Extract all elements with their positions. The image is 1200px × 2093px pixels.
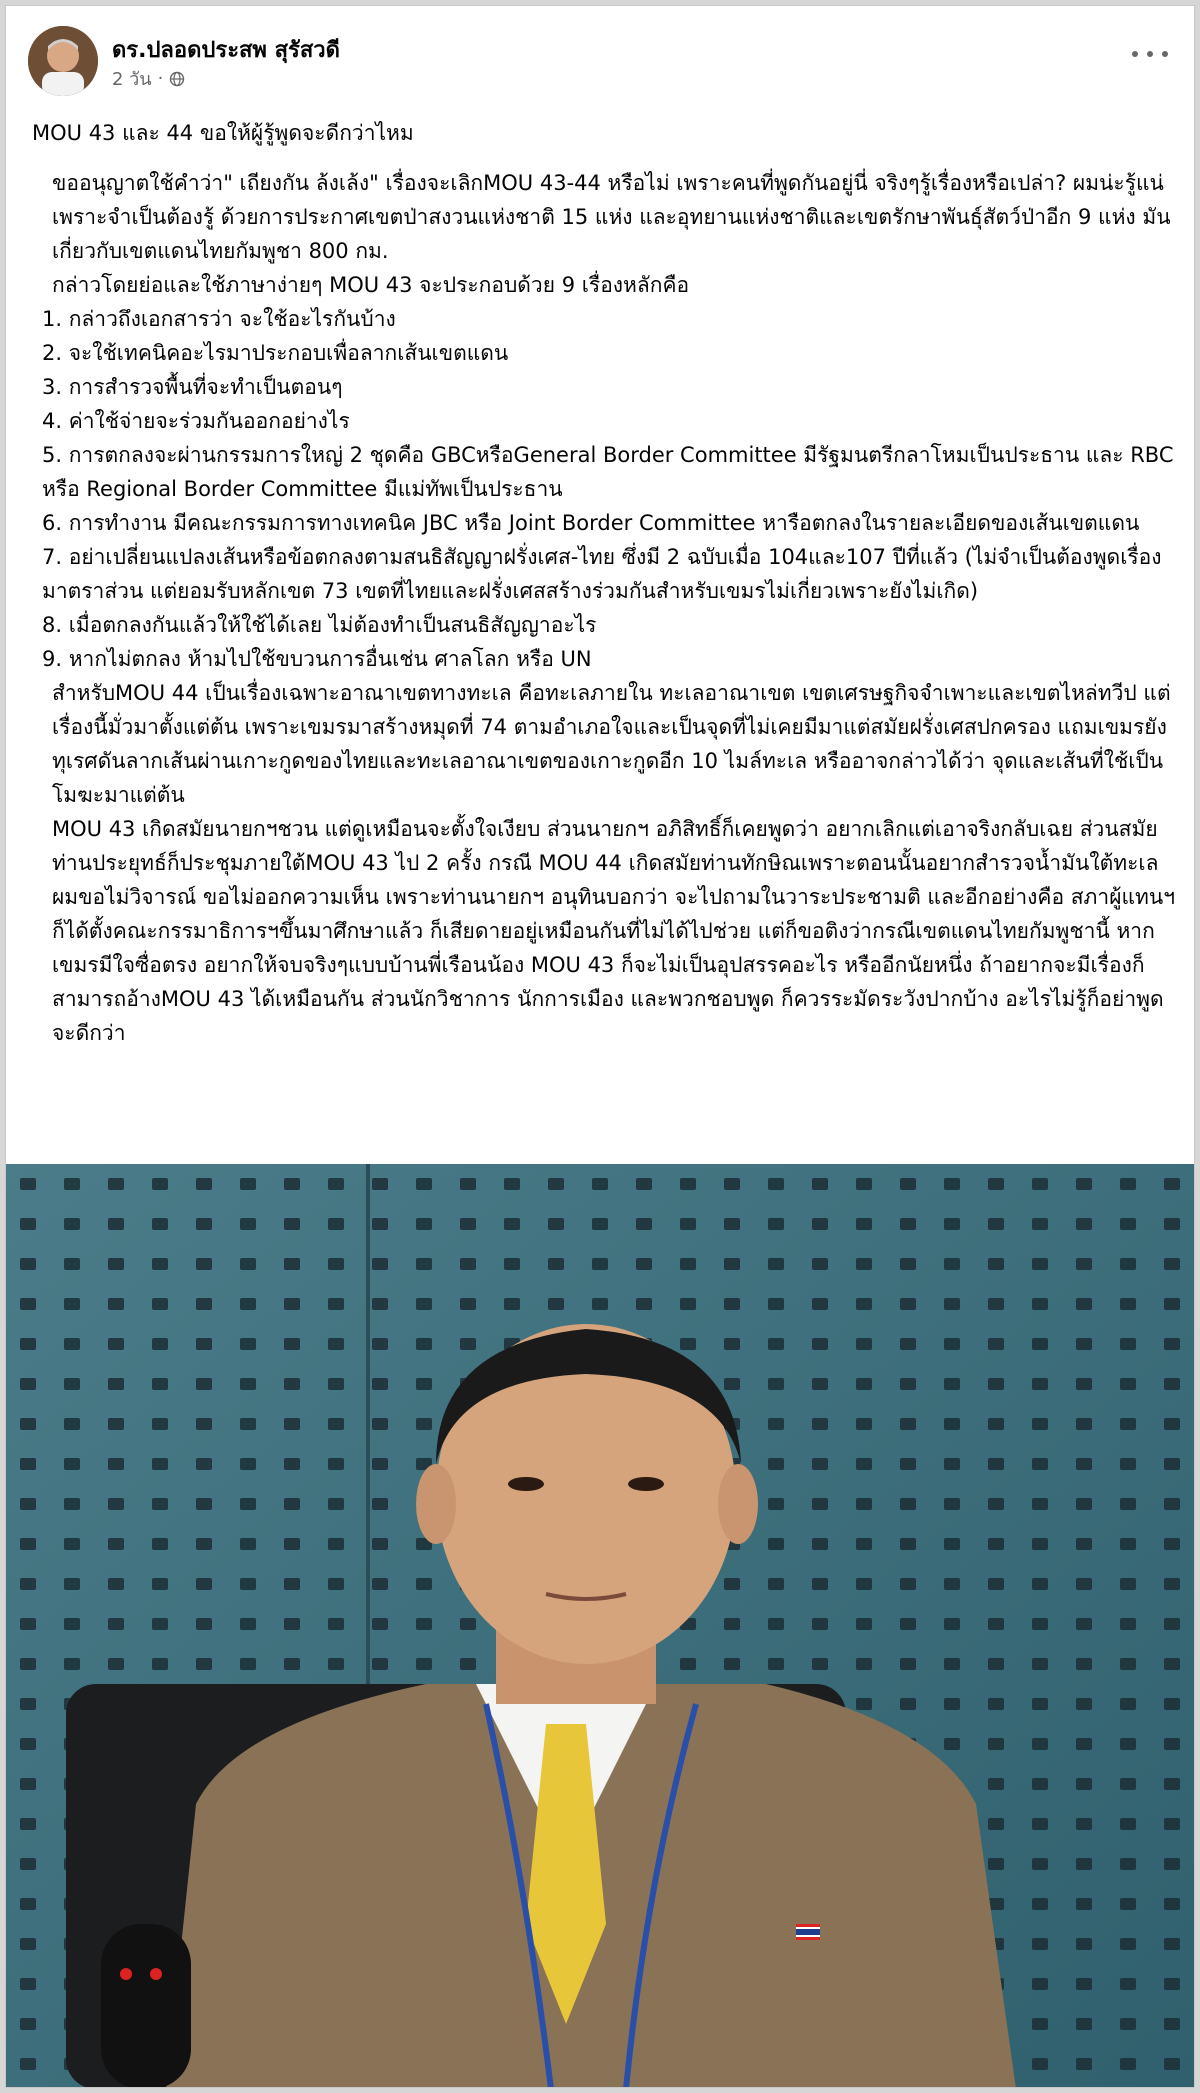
paragraph: กล่าวโดยย่อและใช้ภาษาง่ายๆ MOU 43 จะประกอบด้วย 9 เรื่องหลักคือ <box>52 273 690 297</box>
list-item: 9. หากไม่ตกลง ห้ามไปใช้ขบวนการอื่นเช่น ศาลโลก หรือ UN <box>42 647 592 671</box>
list-item: 3. การสำรวจพื้นที่จะทำเป็นตอนๆ <box>42 375 343 399</box>
author-name[interactable]: ดร.ปลอดประสพ สุรัสวดี <box>112 38 340 63</box>
paragraph: ผมขอไม่วิจารณ์ ขอไม่ออกความเห็น เพราะท่านนายกฯ อนุทินบอกว่า จะไปถามในวาระประชามติ และอีกอย่างคือ สภาผู้แทนฯก็ได้ตั้งคณะกรรมาธิการฯขึ้นมาศึกษาแล้ว ก็เสียดายอยู่เหมือนกันที่ไม่ได้ไปช่วย แต่ก็ขอติงว่ากรณีเขตแดนไทยกัมพูชานี้ หากเขมรมีใจซื่อตรง อยากให้จบจริงๆแบบบ้านพี่เรือนน้อง MOU 43 ก็จะไม่เป็นอุปสรรคอะไร หรืออีกนัยหนึ่ง ถ้าอยากจะมีเรื่องก็สามารถอ้างMOU 43 ได้เหมือนกัน ส่วนนักวิชาการ นักการเมือง และพวกชอบพูด ก็ควรระมัดระวังปากบ้าง อะไรไม่รู้ก็อย่าพูดจะดีกว่า <box>52 885 1176 1045</box>
post-photo[interactable] <box>6 1164 1194 2088</box>
post-header <box>6 6 1194 106</box>
paragraph: ขออนุญาตใช้คำว่า" เถียงกัน ล้งเล้ง" เรื่องจะเลิกMOU 43-44 หรือไม่ เพราะคนที่พูดกันอยู่นี่ จริงๆรู้เรื่องหรือเปล่า? ผมน่ะรู้แน่ เพราะจำเป็นต้องรู้ ด้วยการประกาศเขตป่าสงวนแห่งชาติ 15 แห่ง และอุทยานแห่งชาติและเขตรักษาพันธุ์สัตว์ป่าอีก 9 แห่ง มันเกี่ยวกับเขตแดนไทยกัมพูชา 800 กม. <box>52 171 1171 263</box>
paragraph: MOU 43 เกิดสมัยนายกฯชวน แต่ดูเหมือนจะตั้งใจเงียบ ส่วนนายกฯ อภิสิทธิ์ก็เคยพูดว่า อยากเลิกแต่เอาจริงกลับเฉย ส่วนสมัยท่านประยุทธ์ก็ประชุมภายใต้MOU 43 ไป 2 ครั้ง กรณี MOU 44 เกิดสมัยท่านทักษิณเพราะตอนนั้นอยากสำรวจน้ำมันใต้ทะเล <box>52 817 1159 875</box>
meta-separator: · <box>157 68 164 89</box>
post-meta <box>112 64 185 93</box>
paragraph: สำหรับMOU 44 เป็นเรื่องเฉพาะอาณาเขตทางทะเล คือทะเลภายใน ทะเลอาณาเขต เขตเศรษฐกิจจำเพาะและเขตไหล่ทวีป แต่เรื่องนี้มั่วมาตั้งแต่ต้น เพราะเขมรมาสร้างหมุดที่ 74 ตามอำเภอใจและเป็นจุดที่ไม่เคยมีมาแต่สมัยฝรั่งเศสปกครอง แถมเขมรยังทุเรศดันลากเส้นผ่านเกาะกูดของไทยและทะเลอาณาเขตของเกาะกูดอีก 10 ไมล์ทะเล หรืออาจกล่าวได้ว่า จุดและเส้นที่ใช้เป็นโมฆะมาแต่ต้น <box>52 681 1171 807</box>
post-text <box>32 116 1182 1050</box>
list-item: 5. การตกลงจะผ่านกรรมการใหญ่ 2 ชุดคือ GBCหรือGeneral Border Committee มีรัฐมนตรีกลาโหมเป็นประธาน และ RBC หรือ Regional Border Committee มีแม่ทัพเป็นประธาน <box>42 443 1174 501</box>
post-time[interactable]: 2 วัน <box>112 69 152 90</box>
post-title: MOU 43 และ 44 ขอให้ผู้รู้พูดจะดีกว่าไหม <box>32 121 414 145</box>
author-avatar[interactable] <box>28 26 98 96</box>
list-item: 8. เมื่อตกลงกันแล้วให้ใช้ได้เลย ไม่ต้องทำเป็นสนธิสัญญาอะไร <box>42 613 597 637</box>
facebook-post <box>5 5 1195 2088</box>
avatar-image <box>28 26 98 96</box>
list-item: 2. จะใช้เทคนิคอะไรมาประกอบเพื่อลากเส้นเขตแดน <box>42 341 509 365</box>
list-item: 6. การทำงาน มีคณะกรรมการทางเทคนิค JBC หรือ Joint Border Committee หารือตกลงในรายละเอียดของเส้นเขตแดน <box>42 511 1140 535</box>
list-item: 4. ค่าใช้จ่ายจะร่วมกันออกอย่างไร <box>42 409 350 433</box>
more-options-icon[interactable] <box>1132 42 1168 66</box>
list-item: 1. กล่าวถึงเอกสารว่า จะใช้อะไรกันบ้าง <box>42 307 396 331</box>
globe-icon[interactable] <box>169 71 185 87</box>
photo-image <box>6 1164 1194 2088</box>
list-item: 7. อย่าเปลี่ยนแปลงเส้นหรือข้อตกลงตามสนธิสัญญาฝรั่งเศส-ไทย ซึ่งมี 2 ฉบับเมื่อ 104และ107 ปีที่แล้ว (ไม่จำเป็นต้องพูดเรื่องมาตราส่วน แต่ยอมรับหลักเขต 73 เขตที่ไทยและฝรั่งเศสสร้างร่วมกันสำหรับเขมรไม่เกี่ยวเพราะยังไม่เกิด) <box>42 545 1162 603</box>
